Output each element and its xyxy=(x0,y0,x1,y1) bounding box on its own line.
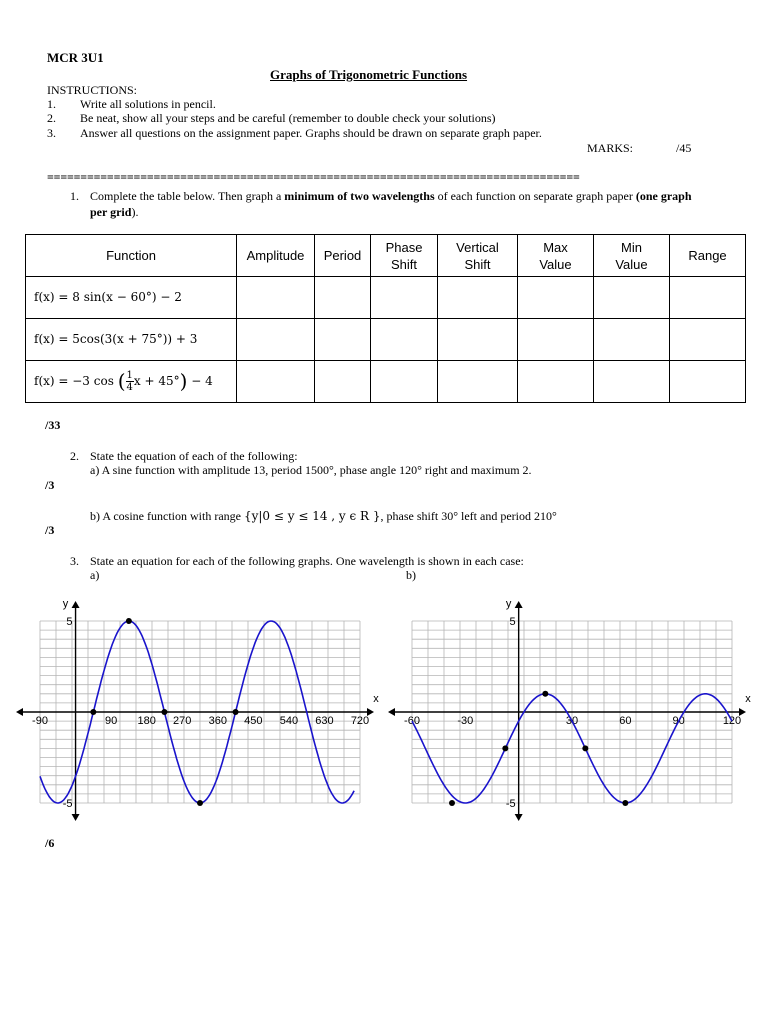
data-point xyxy=(90,709,96,715)
y-axis-arrow-down xyxy=(515,814,523,821)
data-point xyxy=(197,800,203,806)
x-tick-label: 30 xyxy=(565,715,579,727)
data-point xyxy=(126,618,132,624)
page-title: Graphs of Trigonometric Functions xyxy=(270,67,468,82)
x-axis-arrow-left xyxy=(388,708,395,716)
answer-cell[interactable] xyxy=(594,277,670,319)
instruction-text: Write all solutions in pencil. xyxy=(80,97,216,111)
answer-cell[interactable] xyxy=(670,361,746,403)
x-tick-label: 180 xyxy=(137,715,156,727)
answer-cell[interactable] xyxy=(371,361,438,403)
q2b-marks: /3 xyxy=(45,523,55,537)
x-axis-label: x xyxy=(373,693,379,705)
y-axis-arrow-down xyxy=(72,814,80,821)
answer-cell[interactable] xyxy=(371,319,438,361)
answer-cell[interactable] xyxy=(594,361,670,403)
x-tick-label: 630 xyxy=(315,715,334,727)
table-row xyxy=(26,361,746,403)
answer-cell[interactable] xyxy=(670,277,746,319)
answer-cell[interactable] xyxy=(518,361,594,403)
header-phase-shift: Phase Shift xyxy=(371,235,438,277)
function-cell: f(x) = 8 sin(x − 60°) − 2 xyxy=(26,277,237,319)
instruction-text: Answer all questions on the assignment paper. Graphs should be drawn on separate graph paper. xyxy=(80,126,542,140)
answer-cell[interactable] xyxy=(315,361,371,403)
y-axis-arrow-up xyxy=(72,601,80,608)
q1-text: Complete the table below. Then graph a minimum of two wavelengths of each function on separate graph paper (one graph xyxy=(90,189,692,203)
x-tick-label: 360 xyxy=(208,715,227,727)
header-min-value: Min Value xyxy=(594,235,670,277)
x-tick-label: 540 xyxy=(279,715,299,727)
y-tick-label: 5 xyxy=(509,616,516,628)
instruction-number: 1. xyxy=(47,97,56,111)
answer-cell[interactable] xyxy=(237,277,315,319)
y-tick-label: 5 xyxy=(66,616,73,628)
data-point xyxy=(161,709,167,715)
x-tick-label: 270 xyxy=(173,715,192,727)
y-axis-label: y xyxy=(62,598,69,610)
data-point xyxy=(449,800,455,806)
x-tick-label: -90 xyxy=(32,715,48,727)
q3b-label: b) xyxy=(406,568,416,582)
q3a-label: a) xyxy=(90,568,100,582)
x-tick-label: 60 xyxy=(619,715,632,727)
function-table xyxy=(25,234,746,403)
y-axis-arrow-up xyxy=(515,601,523,608)
x-tick-label: 720 xyxy=(350,715,370,727)
header-period: Period xyxy=(315,235,371,277)
data-point xyxy=(502,745,508,751)
answer-cell[interactable] xyxy=(518,277,594,319)
answer-cell[interactable] xyxy=(438,319,518,361)
x-tick-label: 90 xyxy=(672,715,685,727)
table-row xyxy=(26,319,746,361)
answer-cell[interactable] xyxy=(371,277,438,319)
q3-number: 3. xyxy=(70,554,79,568)
q3-text: State an equation for each of the following graphs. One wavelength is shown in each case: xyxy=(90,554,524,568)
x-tick-label: 120 xyxy=(722,715,742,727)
instructions-label: INSTRUCTIONS: xyxy=(47,83,138,97)
header-amplitude: Amplitude xyxy=(237,235,315,277)
q2-number: 2. xyxy=(70,449,79,463)
instruction-text: Be neat, show all your steps and be careful (remember to double check your solutions) xyxy=(80,111,496,125)
marks-label: MARKS: xyxy=(587,141,634,155)
graph-a xyxy=(16,598,379,821)
data-point xyxy=(233,709,239,715)
answer-cell[interactable] xyxy=(438,361,518,403)
answer-cell[interactable] xyxy=(518,319,594,361)
x-axis-label: x xyxy=(745,693,751,705)
answer-cell[interactable] xyxy=(315,319,371,361)
y-tick-label: -5 xyxy=(62,798,73,810)
header-function: Function xyxy=(26,235,237,277)
divider-line: ================================================================================ xyxy=(47,170,580,184)
answer-cell[interactable] xyxy=(438,277,518,319)
course-code: MCR 3U1 xyxy=(47,50,104,65)
graphs-area xyxy=(0,590,768,830)
x-tick-label: 450 xyxy=(244,715,263,727)
function-cell: f(x) = 5cos(3(x + 75°)) + 3 xyxy=(26,319,237,361)
answer-cell[interactable] xyxy=(670,319,746,361)
header-vertical-shift: Vertical Shift xyxy=(438,235,518,277)
answer-cell[interactable] xyxy=(594,319,670,361)
q1-number: 1. xyxy=(70,189,79,203)
q2b-text: b) A cosine function with range {y|0 ≤ y ≤ 14 , y ϵ R }, phase shift 30° left and period 210° xyxy=(90,509,557,523)
graph-b xyxy=(388,598,751,821)
table-header-row xyxy=(26,235,746,277)
q2-text: State the equation of each of the following: xyxy=(90,449,298,463)
answer-cell[interactable] xyxy=(237,319,315,361)
marks-total: /45 xyxy=(676,141,692,155)
x-tick-label: 90 xyxy=(104,715,118,727)
instruction-number: 3. xyxy=(47,126,56,140)
answer-cell[interactable] xyxy=(237,361,315,403)
header-max-value: Max Value xyxy=(518,235,594,277)
answer-cell[interactable] xyxy=(315,277,371,319)
q1-text-cont: per grid). xyxy=(90,205,139,219)
instruction-number: 2. xyxy=(47,111,56,125)
data-point xyxy=(582,745,588,751)
x-axis-arrow-left xyxy=(16,708,23,716)
y-axis-label: y xyxy=(505,598,512,610)
q2a-marks: /3 xyxy=(45,478,55,492)
q3-marks: /6 xyxy=(45,836,55,850)
x-tick-label: -60 xyxy=(404,715,420,727)
y-tick-label: -5 xyxy=(505,798,516,810)
data-point xyxy=(542,691,548,697)
q1-marks: /33 xyxy=(45,418,61,432)
data-point xyxy=(622,800,628,806)
function-cell: f(x) = −3 cos ( $\frac{1}{4}$ x + 45°) − 4 xyxy=(26,361,237,403)
q2a-text: a) A sine function with amplitude 13, period 1500°, phase angle 120° right and maximum 2. xyxy=(90,463,532,477)
header-range: Range xyxy=(670,235,746,277)
table-row xyxy=(26,277,746,319)
x-tick-label: -30 xyxy=(457,715,474,727)
